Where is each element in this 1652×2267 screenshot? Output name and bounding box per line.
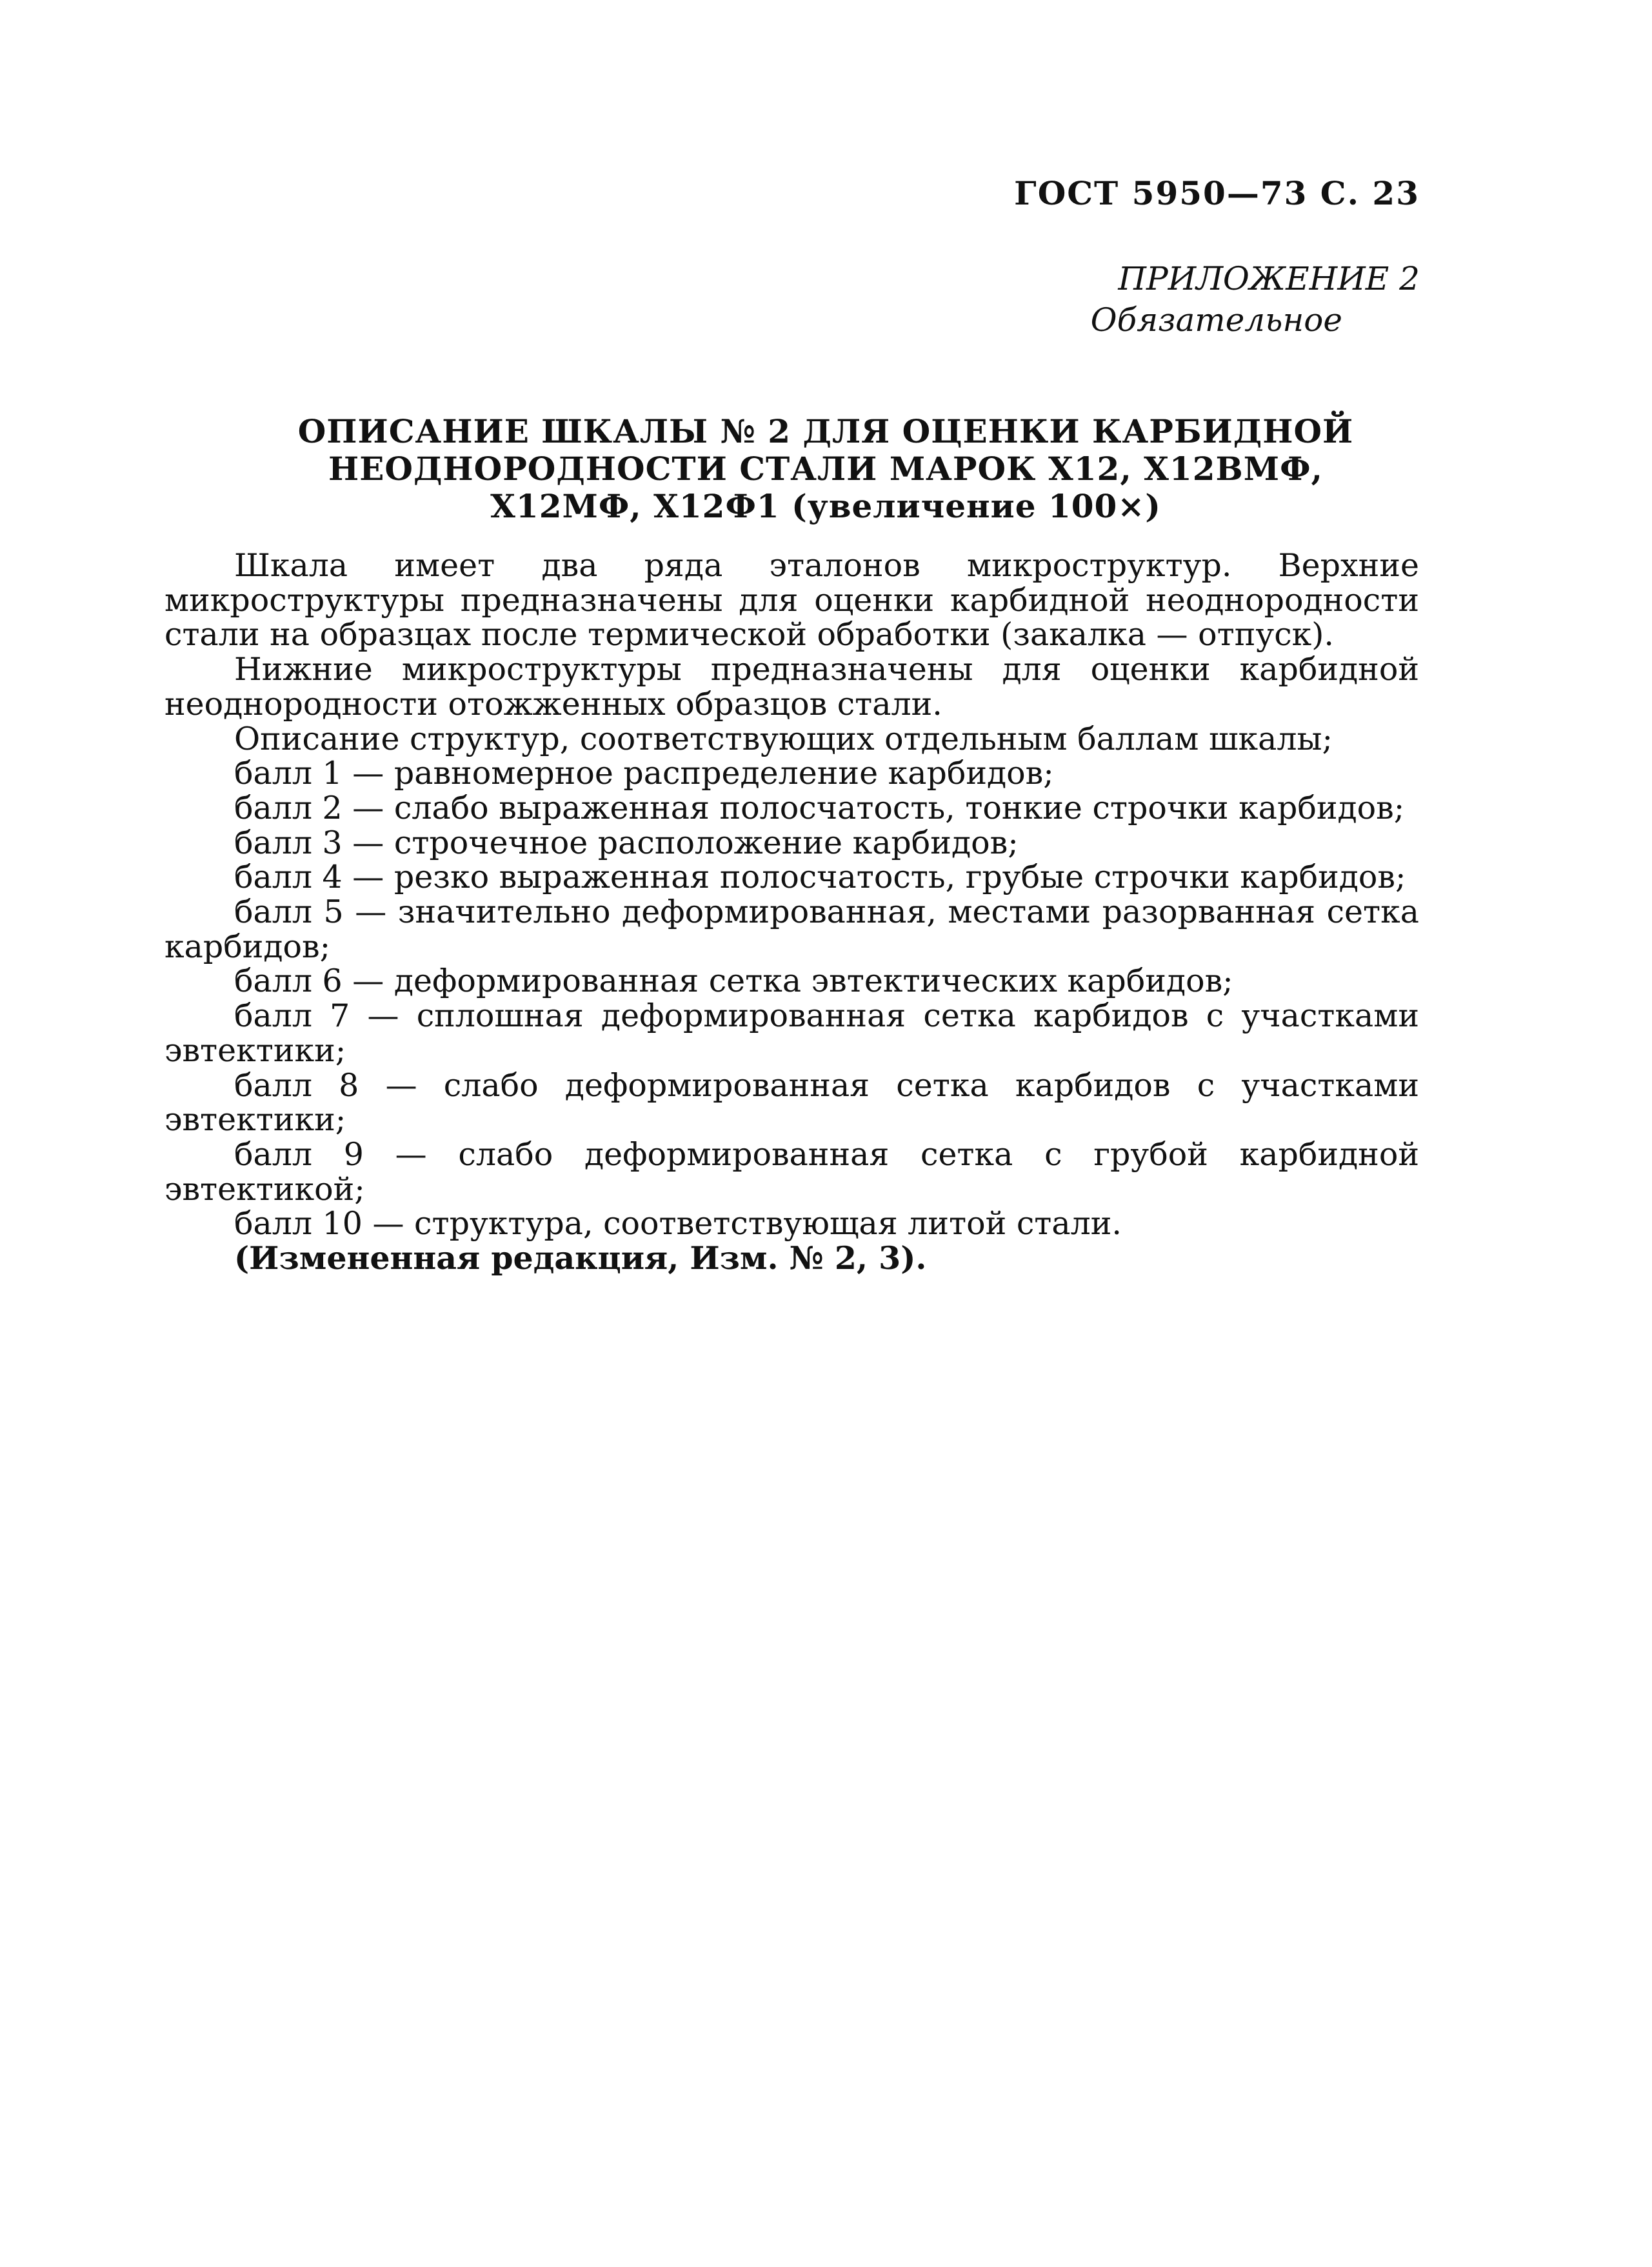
score-item-6: балл 6 — деформированная сетка эвтектических карбидов;: [234, 963, 1233, 1000]
title-line-3: Х12МФ, Х12Ф1 (увеличение 100×): [490, 487, 1161, 525]
score-item-2: балл 2 — слабо выраженная полосчатость, тонкие строчки карбидов;: [234, 789, 1405, 826]
score-item-1: балл 1 — равномерное распределение карбидов;: [234, 755, 1054, 792]
score-item-8: балл 8 — слабо деформированная сетка карбидов с участками эвтектики;: [164, 1066, 1419, 1139]
title-line-2: НЕОДНОРОДНОСТИ СТАЛИ МАРОК Х12, Х12ВМФ,: [328, 450, 1323, 488]
annex-label: ПРИЛОЖЕНИЕ 2: [1118, 260, 1420, 297]
paragraph-intro: Описание структур, соответствующих отдельным баллам шкалы;: [234, 720, 1333, 757]
paragraph-lower-microstructures: Нижние микроструктуры предназначены для оценки карбидной неоднородности отожженных образцов стали.: [164, 651, 1419, 723]
score-item-5: балл 5 — значительно деформированная, местами разорванная сетка карбидов;: [164, 894, 1419, 965]
annex-block: [1091, 258, 1420, 341]
annex-status: Обязательное: [1090, 301, 1342, 339]
score-item-9: балл 9 — слабо деформированная сетка с грубой карбидной эвтектикой;: [164, 1135, 1419, 1208]
edition-note: (Измененная редакция, Изм. № 2, 3).: [234, 1239, 927, 1277]
title-line-1: ОПИСАНИЕ ШКАЛЫ № 2 ДЛЯ ОЦЕНКИ КАРБИДНОЙ: [297, 412, 1354, 450]
score-item-3: балл 3 — строчечное расположение карбидов;: [234, 824, 1019, 861]
document-title: [232, 413, 1419, 525]
score-item-10: балл 10 — структура, соответствующая литой стали.: [234, 1205, 1122, 1243]
paragraph-scale-rows: Шкала имеет два ряда эталонов микроструктур. Верхние микроструктуры предназначены для оценки карбидной неоднородности стали на образцах после термической обработки (закалка — отпуск).: [164, 547, 1419, 654]
score-item-4: балл 4 — резко выраженная полосчатость, грубые строчки карбидов;: [234, 859, 1406, 896]
document-body: [164, 548, 1419, 1276]
page-header: ГОСТ 5950—73 С. 23: [1014, 174, 1420, 212]
score-item-7: балл 7 — сплошная деформированная сетка карбидов с участками эвтектики;: [164, 997, 1419, 1069]
